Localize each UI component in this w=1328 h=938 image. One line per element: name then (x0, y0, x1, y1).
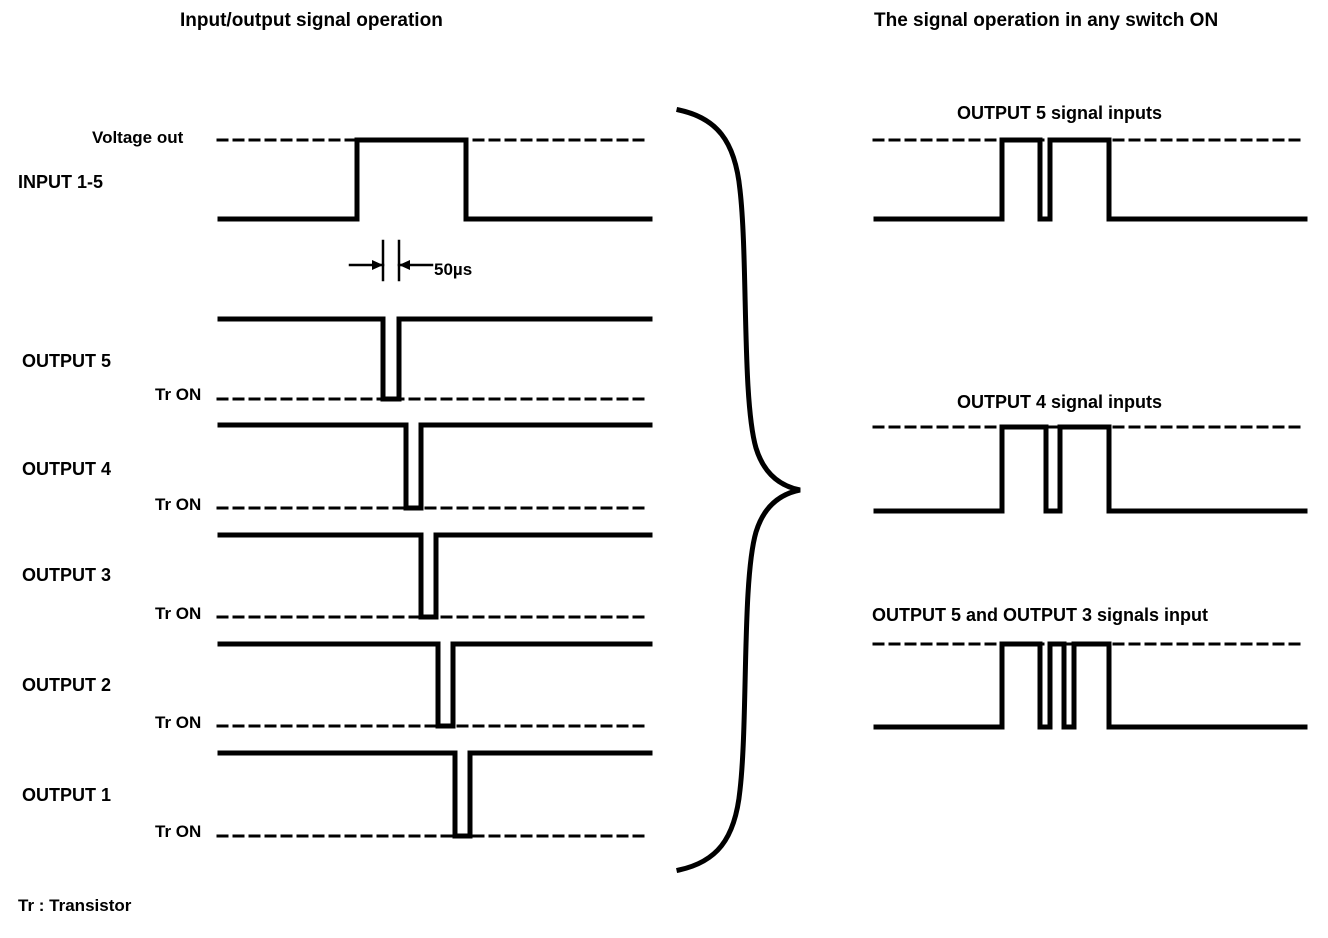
channel-label-input-1-5: INPUT 1-5 (18, 172, 104, 192)
waveform-right-3 (876, 644, 1305, 727)
waveform-output-2 (220, 644, 650, 726)
right-chart-title-2: OUTPUT 4 signal inputs (957, 392, 1163, 412)
channel-label-output-5: OUTPUT 5 (22, 351, 112, 371)
level-label-voltage-out: Voltage out (92, 128, 184, 147)
left-panel-title: Input/output signal operation (180, 10, 443, 31)
waveform-output-5 (220, 319, 650, 399)
level-label-tr-on-output3: Tr ON (155, 604, 202, 623)
level-label-tr-on-output5: Tr ON (155, 385, 202, 404)
waveform-right-2 (876, 427, 1305, 511)
waveform-output-1 (220, 753, 650, 836)
channel-label-output-3: OUTPUT 3 (22, 565, 112, 585)
pulse-width-arrows (350, 241, 432, 280)
channel-label-output-2: OUTPUT 2 (22, 675, 112, 695)
pulse-width-label: 50µs (434, 260, 473, 279)
waveform-output-3 (220, 535, 650, 617)
level-label-tr-on-output4: Tr ON (155, 495, 202, 514)
channel-label-output-1: OUTPUT 1 (22, 785, 112, 805)
channel-label-output-4: OUTPUT 4 (22, 459, 112, 479)
level-label-tr-on-output2: Tr ON (155, 713, 202, 732)
right-chart-title-1: OUTPUT 5 signal inputs (957, 103, 1163, 123)
waveform-input-1-5 (220, 140, 650, 219)
level-label-tr-on-output1: Tr ON (155, 822, 202, 841)
waveform-right-1 (876, 140, 1305, 219)
waveform-output-4 (220, 425, 650, 508)
footnote-transistor: Tr : Transistor (18, 896, 132, 915)
right-panel-title: The signal operation in any switch ON (874, 10, 1219, 31)
right-chart-title-3: OUTPUT 5 and OUTPUT 3 signals input (872, 605, 1209, 625)
curly-brace (679, 110, 800, 870)
